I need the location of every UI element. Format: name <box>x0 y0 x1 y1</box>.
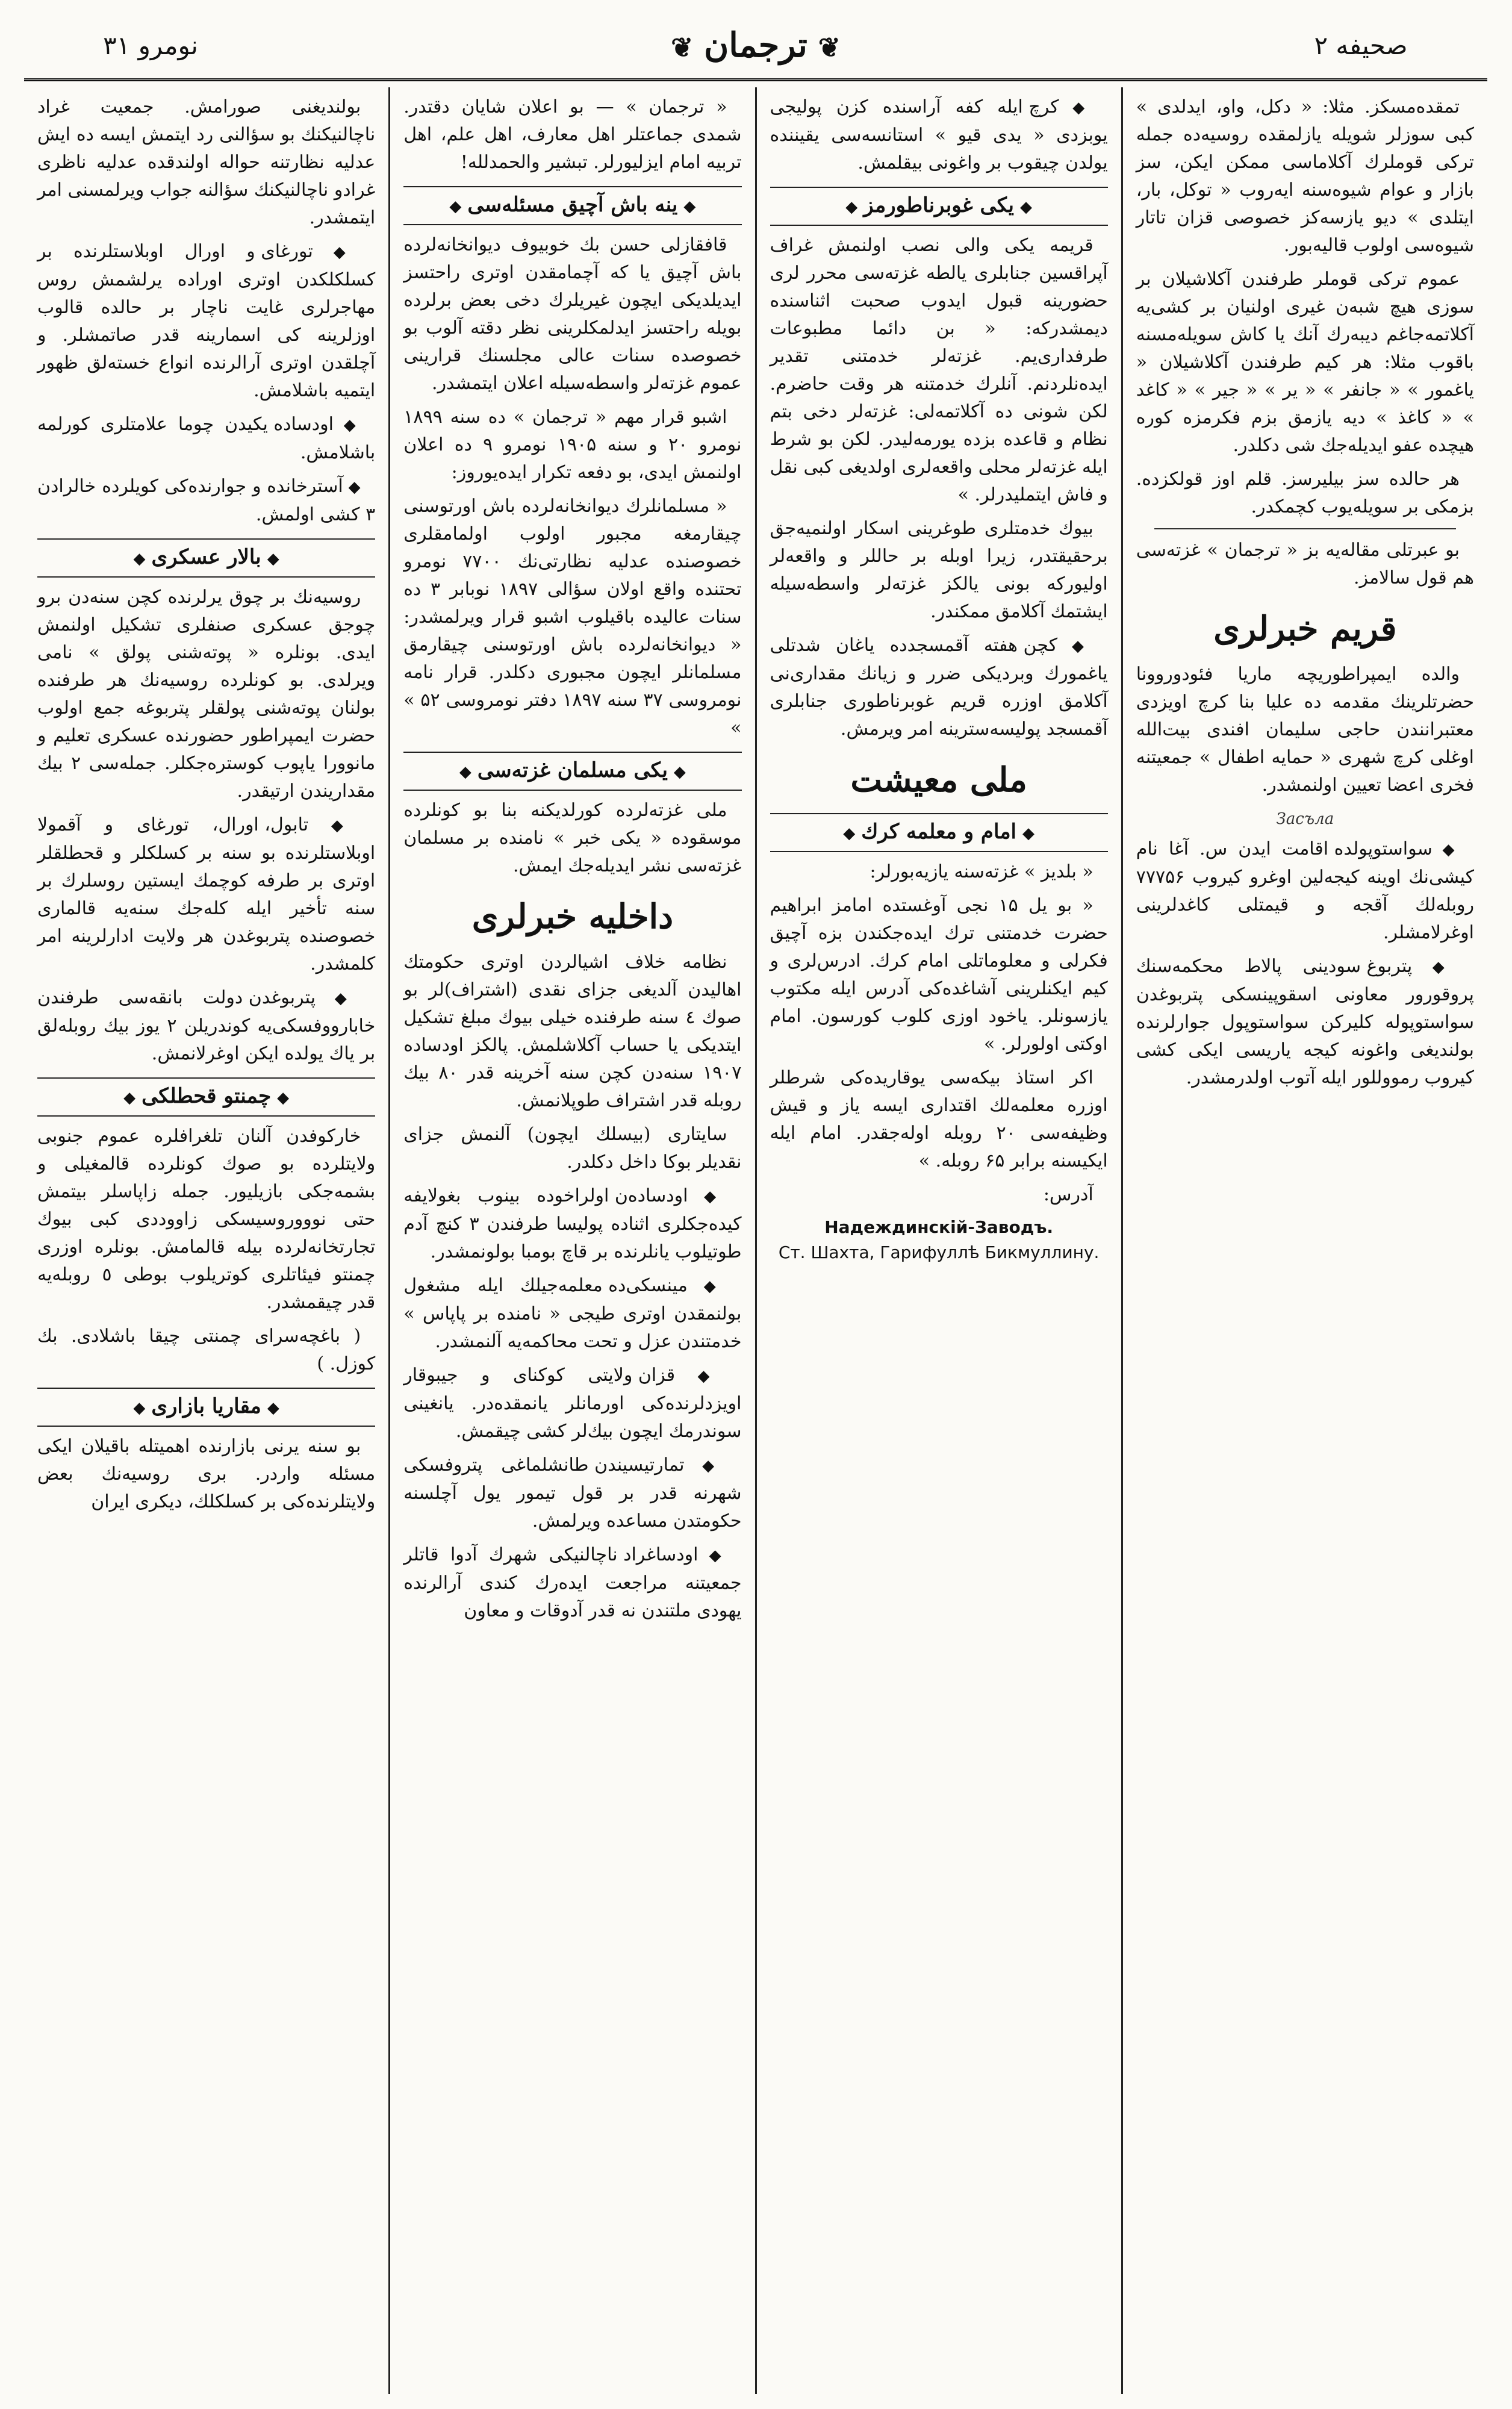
ornament-left-icon: ❦ <box>818 33 841 63</box>
paragraph: قافقازلی حسن بك خوبیوف دیوانخانه‌لرده باش آچیق یا که آچمامقدن اوتری راحتسز ایدیلدیکی ایچون غیریلرك دخی بعض برلرده بویله راحتسز ایدلمکلرینی نظر دقته آلوب بو خصوصده سنات عالی مجلسنك قرارینی عموم غزته‌لر واسطه‌سیله اعلان ایتمشدر. <box>403 234 742 394</box>
paragraph: عموم ترکی قوملر طرفندن آکلاشیلان بر سوزی هیچ شبه‌ن غیری اولنیان بر کشی‌یه آکلاتمه‌جاغم دیبه‌رك آنك یا کاش سویله‌مسنه باقوب مثلا: هر کیم طرفندن آکلاشیلان « یاغمور » « جانفر » « یر » « جیر » « کاغد » « کاغذ » دیه یازمق بزم فکرمزه کوره هیچده عفو ایدیله‌جك شی دکلدر. <box>1136 269 1474 456</box>
news-item: ◆ آسترخانده و جوارنده‌کی کویلرده خالرادن ۳ کشی اولمش. <box>37 473 375 529</box>
subheading: ◆امام و معلمه کرك◆ <box>770 813 1108 852</box>
section-heading-crimea: قریم خبرلری <box>1213 609 1397 649</box>
column-1 <box>1121 87 1487 2394</box>
masthead <box>660 25 851 65</box>
news-item: ◆ تابول، اورال، تورغای و آقمولا اوبلاستلرنده بو سنه بر کسلکلر و قحطلقلر اوتری بر طرفه کوچمك ایستین روسلرك بر سنه تأخیر ایله کله‌جك سنه‌یه قالماری خصوصنده پتربوغدن هر ولایت ادارلرینه امر کلمشدر. <box>37 811 375 978</box>
news-item: ◆ سواستوپولده اقامت ایدن س. آغا نام کیشی‌نك اوینه کیجه‌لین اوغرو کیروب ۷۷۷۵۶ روبله‌لك آقجه و قیمتلی کاغدلرینی اوغرلامشلر. <box>1136 835 1474 947</box>
paragraph: بیوك خدمتلری طوغرینی اسکار اولنمیه‌جق برحقیقتدر، زیرا اوبله بر حاللر و واقعه‌لر اولیورکه بونی یالکز غزته‌لر واسطه‌سیله ایشتمك آکلامق ممکندر. <box>770 518 1108 622</box>
paragraph: نظامه خلاف اشیالردن اوتری حکومتك اهالیدن آلدیغی جزای نقدی (اشتراف)لر بو صوك ٤ سنه طرفنده خیلی بیوك مبلغ تشکیل ایتدیکی یا حساب آکلاشلمش. پالکز اودساده ۱۹۰۷ سنه‌دن کچن سنه آخرینه قدر ۸۰ بیك روبله قدر اشتراف طوپلانمش. <box>403 952 742 1111</box>
paragraph: « بلدیز » غزته‌سنه یازیه‌بورلر: <box>870 861 1094 882</box>
subheading: ◆یکی غوبرناطورمز◆ <box>770 187 1108 226</box>
paragraph: بو عبرتلی مقاله‌یه بز « ترجمان » غزته‌سی هم قول سالامز. <box>1136 540 1474 588</box>
newspaper-title: ترجمان <box>704 25 807 65</box>
paragraph: بولندیغنی صورامش. جمعیت غراد ناچالنیکنك بو سؤالنی رد ایتمش ایسه ده ایش عدلیه نظارتنه حواله اولندقده عدلیه ناظری غرادو ناچالنیکنك سؤالنه جواب ویرلمسنی امر ایتمشدر. <box>37 96 376 228</box>
page-header <box>24 12 1487 81</box>
news-item: ◆ مینسکی‌ده معلمه‌جیلك ایله مشغول بولنمقدن اوتری طیجی « نامنده بر پاپاس » خدمتندن عزل و تحت محاکمه‌یه آلنمشدر. <box>403 1272 741 1356</box>
paragraph: هر حالده سز بیلیرسز. قلم اوز قولکزده. بزمکی بر سویله‌یوب کچمکدر. <box>1136 469 1474 517</box>
article-columns <box>24 87 1487 2394</box>
news-item: ◆ اودساغراد ناچالنیکی شهرك آدوا قاتلر جمعیتنه مراجعت ایده‌رك کندی آرالرنده یهودی ملتندن نه قدر آدوقات و معاون <box>403 1541 741 1625</box>
subheading: ◆ینه باش آچیق مسئله‌سی◆ <box>403 186 741 225</box>
divider <box>1154 528 1456 529</box>
paragraph: ( باغچه‌سرای چمنتی چیقا باشلادی. بك کوزل. ) <box>37 1326 376 1374</box>
news-item: ◆ قزان ولایتی کوکنای و جیبوقار اویزدلرنده‌کی اورمانلر یانمقده‌در. یانغینی سوندرمك ایچون بیك‌لر کشی چیقمش. <box>403 1362 741 1445</box>
subheading: ◆مقاریا بازاری◆ <box>37 1388 375 1427</box>
russian-address-line: Ст. Шахта, Гарифуллѣ Бикмуллину. <box>778 1242 1100 1262</box>
subheading: ◆یکی مسلمان غزته‌سی◆ <box>403 752 741 791</box>
news-item: ◆ کرچ ایله کفه آراسنده کزن پولیجی یوبزدی « یدی قیو » استانسه‌سی یقیننده یولدن چیقوب بر واغونی بیقلمش. <box>770 93 1108 177</box>
news-item: ◆ تورغای و اورال اوبلاستلرنده بر کسلکلکدن اوتری اوراده یرلشمش روس مهاجرلری غایت ناچار بر حالده قالوب اوزلرینه کی اسمارینه قدر صاتمشلر. و آچلقدن اوتری آرالرنده انواع خسته‌لق ظهور ایتمیه باشلامش. <box>37 238 375 405</box>
news-item: ◆ اودساده یکیدن چوما علامتلری کورلمه باشلامش. <box>37 411 375 467</box>
handwritten-note: Засъла <box>1276 810 1334 828</box>
paragraph: والده ایمپراطوریچه ماریا فئودوروونا حضرتلرینك مقدمه ده علیا بنا کرچ اویزدی معتبرانندن حاجی سلیمان افندی بیت‌الله اوغلی کرچ شهری « حمایه اطفال » جمعیتنه فخری اعضا تعیین اولنمشدر. <box>1136 664 1474 796</box>
news-item: ◆ تمارتیسیندن طانشلماغی پتروفسکی شهرنه قدر بر قول تیمور یول آچلسنه حکومتدن مساعده ویرلمش. <box>403 1451 741 1535</box>
paragraph: « ترجمان » — بو اعلان شایان دقتدر. شمدی جماعتلر اهل معارف، اهل علم، اهل تربیه امام ایزلیورلر. تبشیر والحمدلله! <box>403 96 742 173</box>
news-item: ◆ پتربوغ سودینی پالاط محکمه‌سنك پروقورور معاونی اسقوپینسکی پتربوغدن سواستوپوله کلیرکن سواستوپول جوارلرنده بولندیغی واغونه کیجه یاریسی ایکی کشی کیروب رمووللور ایله آتوب اولدرمشدر. <box>1136 953 1474 1092</box>
russian-address-line: Надеждинскій-Заводъ. <box>824 1217 1054 1237</box>
column-2 <box>755 87 1121 2394</box>
paragraph: « بو یل ۱۵ نجی آوغستده امامز ابراهیم حضرت خدمتنی ترك ایده‌جکندن بزه آچیق فکرلی و معلوماتلی امام کرك. ادرس‌لری و کیم ایکنلرینی آشاغده‌کی آدرس ایله مکتوب یازسونلر. یاخود اوزی کلوب کورسون. امام اوکتی اولورلر. » <box>770 895 1108 1055</box>
column-3 <box>388 87 754 2394</box>
news-item: ◆ پتربوغدن دولت بانقه‌سی طرفندن خابارووفسکی‌یه کوندریلن ۲ یوز بیك روبله‌لق بر یاك یولده ایکن اوغرلانمش. <box>37 984 375 1068</box>
paragraph: روسیه‌نك بر چوق یرلرنده کچن سنه‌دن برو چوجق عسکری صنفلری تشکیل اولنمش ایدی. بونلره « پوته‌شنی پولق » نامی ویرلدی. بو کونلرده روسیه‌نك هر طرفنده بولنان پوته‌شنی پولقلر پتربوغه جمع اولوب حضرت ایمپراطور حضورنده عسکری تعلیم و مانوورا یاپوب کوستره‌جکلر. جمله‌سی ۲ بیك مقداریندن ارتیقدر. <box>37 587 376 802</box>
paragraph: اشبو قرار مهم « ترجمان » ده سنه ۱۸۹۹ نومرو ۲۰ و سنه ۱۹۰۵ نومرو ۹ ده اعلان اولنمش ایدی، بو دفعه تکرار ایده‌یوروز: <box>403 407 742 483</box>
subheading: ◆چمنتو قحطلکی◆ <box>37 1077 375 1117</box>
paragraph: تمقده‌مسکز. مثلا: « دکل، واو، ایدلدی » کبی سوزلر شویله یازلمقده روسیه‌ده جمله ترکی قوملرك آکلاماسی ممکن ایکن، سز بازار و عوام شیوه‌سنه ایه‌روب « توکل، بار، ایتلدی » دیو یازسه‌کز خصوصی قزان تاتار شیوه‌سی اولوب قالیه‌بور. <box>1136 96 1474 256</box>
paragraph: ملی غزته‌لرده کورلدیکنه بنا بو کونلرده موسقوده « یکی خبر » نامنده بر مسلمان غزته‌سی نشر ایدیله‌جك ایمش. <box>403 800 742 876</box>
paragraph: قریمه یکی والی نصب اولنمش غراف آپراقسین جنابلری یالطه غزته‌سی محرر لری حضورینه قبول ایدوب صحبت اثناسنده دیمشدرکه: « بن دائما مطبوعات طرفداری‌یم. غزته‌لر خدمتنی تقدیر ایده‌نلردنم. آنلرك خدمتنه هر وقت حاضرم. لکن شونی ده آکلاتمه‌لی: غزته‌لر دخی بتم نظام و قاعده بزده یورمه‌لیدر. لکن بو شرط ایله غزته‌لر محلی واقعه‌لری اولدیغی کبی نقل و فاش ایتملیدرلر. » <box>770 235 1108 505</box>
paragraph: اکر استاذ بیکه‌سی یوقاریده‌کی شرطلر اوزره معلمه‌لك اقتداری ایسه یاز و قیش وظیفه‌سی ۲۰ روبله اوله‌جقدر. امام ایله ایکیسنه برابر ۶۵ روبله. » <box>770 1067 1108 1171</box>
section-heading-domestic-news: داخلیه خبرلری <box>471 897 674 936</box>
column-4 <box>24 87 388 2394</box>
paragraph: خارکوفدن آلنان تلغرافلره عموم جنوبی ولایتلرده بو صوك کونلرده قالمغیلی و بشمه‌جکی بازیلیور. جمله زاپاسلر بیتمش حتی نوووروسیسکی زاووددی کبی بیوك تجارتخانه‌لرده بیله قالمامش. بونلره اوزری چمنتو فیئاتلری کوتریلوب بوطی ٥ روبله‌یه قدر چیقمشدر. <box>37 1126 376 1313</box>
subheading: ◆بالار عسکری◆ <box>37 538 375 578</box>
page-label: صحیفه ۲ <box>1314 30 1408 60</box>
news-item: ◆ اودساده‌ن اولراخوده بینوب بغولایفه کیده‌جکلری اثناده پولیسا طرفندن ۳ کنچ آدم طوتیلوب یانلرنده بر قاچ بومبا بولونمشدر. <box>403 1182 741 1266</box>
paragraph: سایتاری (بیسلك ایچون) آلنمش جزای نقدیلر بوکا داخل دکلدر. <box>403 1124 742 1173</box>
paragraph: بو سنه یرنی بازارنده اهمیتله باقیلان ایکی مسئله واردر. بری روسیه‌نك بعض ولایتلرنده‌کی بر کسلکلك، دیکری ایران <box>37 1436 376 1512</box>
section-heading-national-life: ملی معیشت <box>850 760 1027 800</box>
paragraph: « مسلمانلرك دیوانخانه‌لرده باش اورتوسنی چیقارمغه مجبور اولوب اولمامقلری خصوصنده عدلیه نظارتی‌نك ۷۷۰۰ نومرو تحتنده واقع اولان سؤالی ۱۸۹۷ نوبابر ۳ ده سنات عالیده باقیلوب اشبو قرار ویرلمشدر: « دیوانخانه‌لرده باش اورتوسنی چیقارمق مسلمانلر ایچون مجبوری دکلدر. قرار نامه نومروسی ۳۷ سنه ۱۸۹۷ دفتر نومروسی ۵۲ » » <box>403 496 742 738</box>
issue-label: نومرو ۳۱ <box>103 30 198 60</box>
address-label: آدرس: <box>1043 1184 1094 1205</box>
ornament-right-icon: ❦ <box>671 33 694 63</box>
news-item: ◆ کچن هفته آقمسجدده یاغان شدتلی یاغمورك وبردیکی ضرر و زیانك مقداری‌نی آکلامق اوزره قریم غوبرناطوری جنابلری آقمسجد پولیسه‌سترینه امر ویرمش. <box>770 632 1108 743</box>
